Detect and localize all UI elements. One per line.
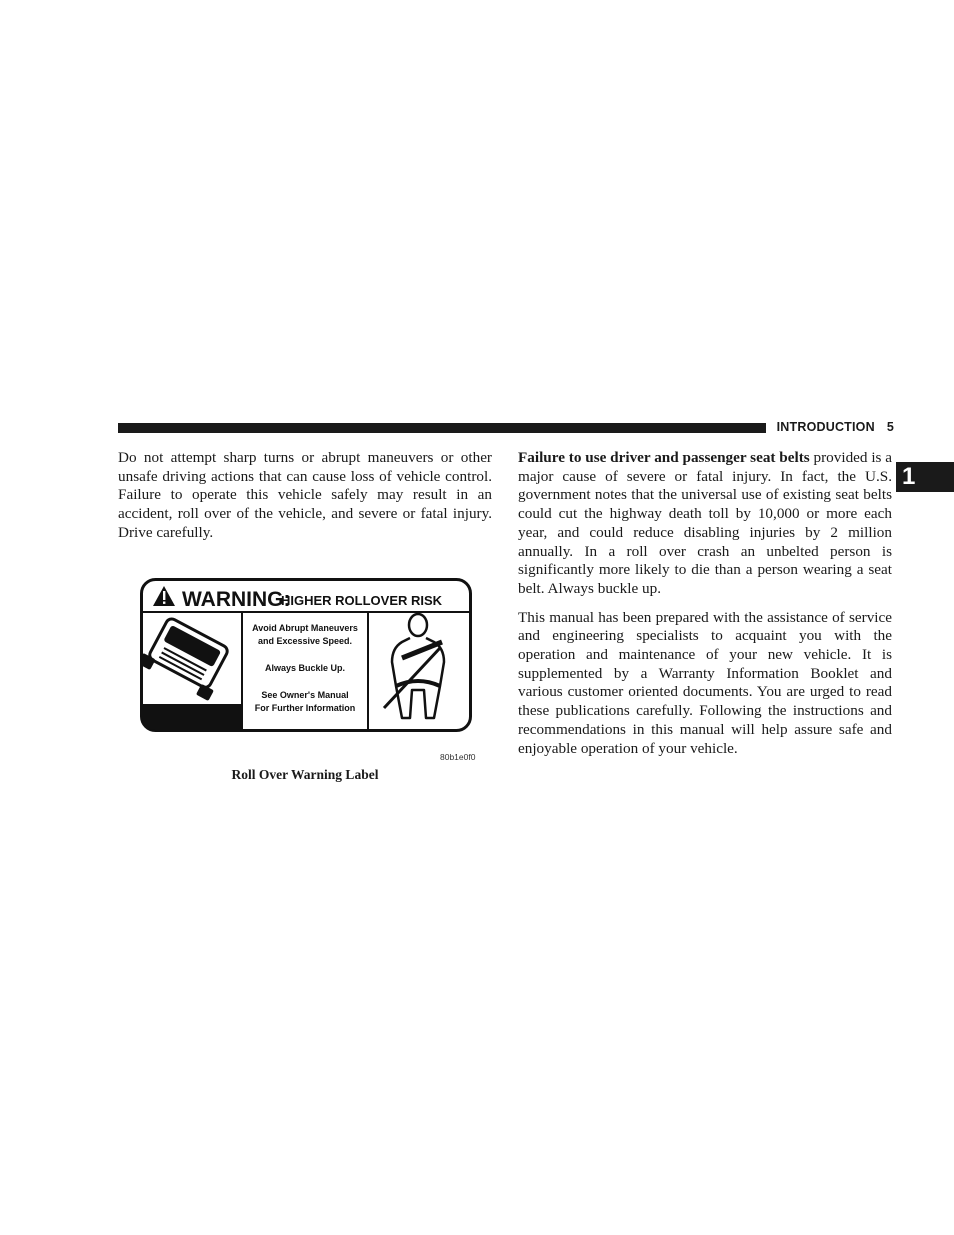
label-line-4: See Owner's Manual [261,690,349,700]
right-column [518,449,892,768]
label-line-1: Avoid Abrupt Maneuvers [252,623,358,633]
warning-heading: HIGHER ROLLOVER RISK [281,593,443,608]
seat-belt-text: provided is a major cause of severe or fatal injury. In fact, the U.S. government notes that the universal use of existing seat belts could cut the highway death toll by 10,000 or more each year, and could reduce disabling injuries by 2 million annually. In a roll over crash an unbelted person is significantly more likely to die than a person wearing a seat belt. Always buckle up. [518,449,893,597]
warning-word: WARNING: [182,588,291,611]
header-rule [118,423,766,433]
rollover-paragraph: Do not attempt sharp turns or abrupt maneuvers or other unsafe driving actions that can cause loss of vehicle control. Failure to operate this vehicle safely may result in an accident, roll over of the vehicle, and severe or fatal injury. Drive carefully. [118,449,492,541]
figure-caption: Roll Over Warning Label [231,767,379,782]
label-line-3: Always Buckle Up. [264,663,346,673]
rollover-warning-label [140,578,472,732]
page-number: 5 [886,420,894,434]
figure-code: 80b1e0f0 [440,752,476,762]
section-title: INTRODUCTION [776,420,875,434]
chapter-tab: 1 [896,462,954,492]
manual-paragraph: This manual has been prepared with the assistance of service and engineering specialists to acquaint you with the operation and maintenance of your new vehicle. It is supplemented by a Warranty Information Booklet and various customer oriented documents. You are urged to read these publications carefully. Following the instructions and recommendations in this manual will help assure safe and enjoyable operation of your vehicle. [518,608,892,757]
left-column [118,449,492,553]
label-line-5: For Further Information [254,703,356,713]
seat-belt-paragraph [518,449,892,599]
seat-belt-lead: Failure to use driver and passenger seat belts [518,449,810,466]
running-header [776,420,894,434]
label-line-2: and Excessive Speed. [257,636,353,646]
